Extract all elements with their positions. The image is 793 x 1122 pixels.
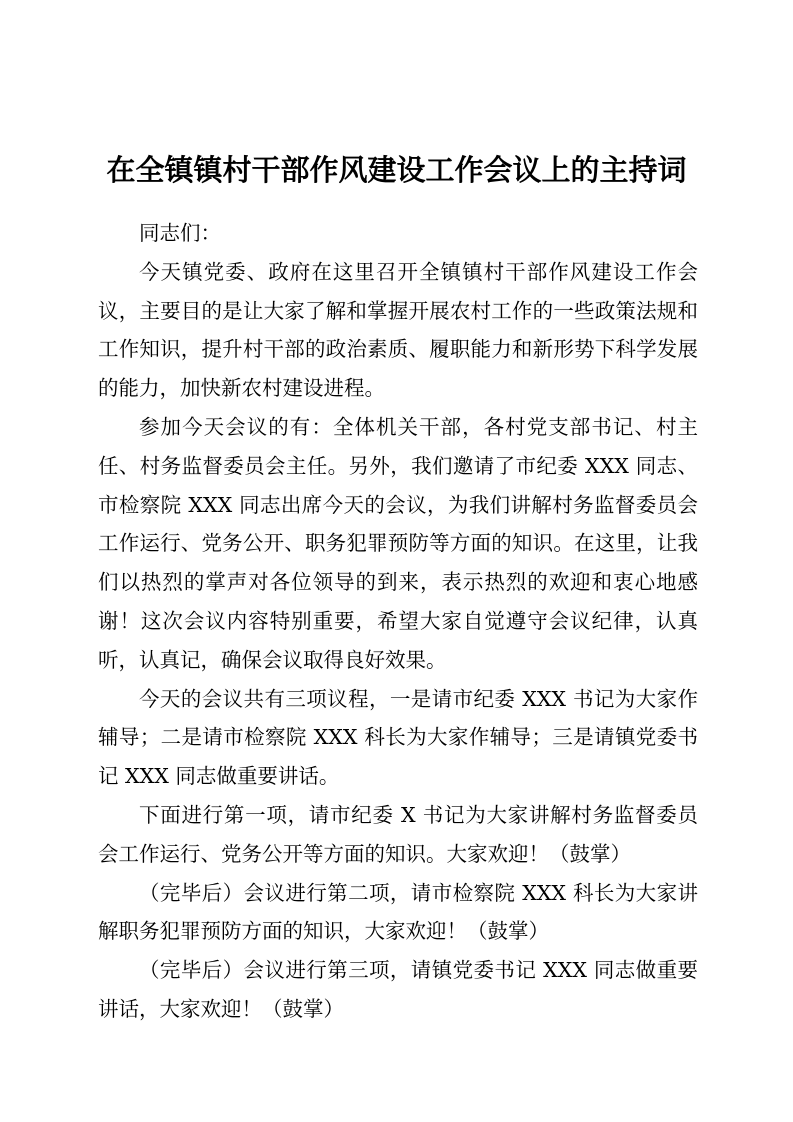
document-title: 在全镇镇村干部作风建设工作会议上的主持词 (106, 153, 687, 187)
paragraph-purpose: 今天镇党委、政府在这里召开全镇镇村干部作风建设工作会议，主要目的是让大家了解和掌握开展农村工作的一些政策法规和工作知识，提升村干部的政治素质、履职能力和新形势下科学发展的能力，加快新农村建设进程。 (98, 259, 698, 401)
document-body (98, 214, 698, 1029)
paragraph-item-three: （完毕后）会议进行第三项，请镇党委书记 XXX 同志做重要讲话，大家欢迎！（鼓掌） (98, 958, 698, 1021)
paragraph-salutation: 同志们： (139, 221, 221, 245)
paragraph-agenda: 今天的会议共有三项议程，一是请市纪委 XXX 书记为大家作辅导；二是请市检察院 XXX 科长为大家作辅导；三是请镇党委书记 XXX 同志做重要讲话。 (98, 686, 698, 789)
paragraph-item-one: 下面进行第一项，请市纪委 X 书记为大家讲解村务监督委员会工作运行、党务公开等方面的知识。大家欢迎！（鼓掌） (98, 802, 698, 866)
paragraph-item-two: （完毕后）会议进行第二项，请市检察院 XXX 科长为大家讲解职务犯罪预防方面的知识，大家欢迎！（鼓掌） (98, 880, 698, 944)
paragraph-attendees: 参加今天会议的有：全体机关干部，各村党支部书记、村主任、村务监督委员会主任。另外，我们邀请了市纪委 XXX 同志、市检察院 XXX 同志出席今天的会议，为我们讲解村务监督委员会工作运行、党务公开、职务犯罪预防等方面的知识。在这里，让我们以热烈的掌声对各位领导的到来，表示热烈的欢迎和衷心地感谢！这次会议内容特别重要，希望大家自觉遵守会议纪律，认真听，认真记，确保会议取得良好效果。 (98, 414, 698, 672)
